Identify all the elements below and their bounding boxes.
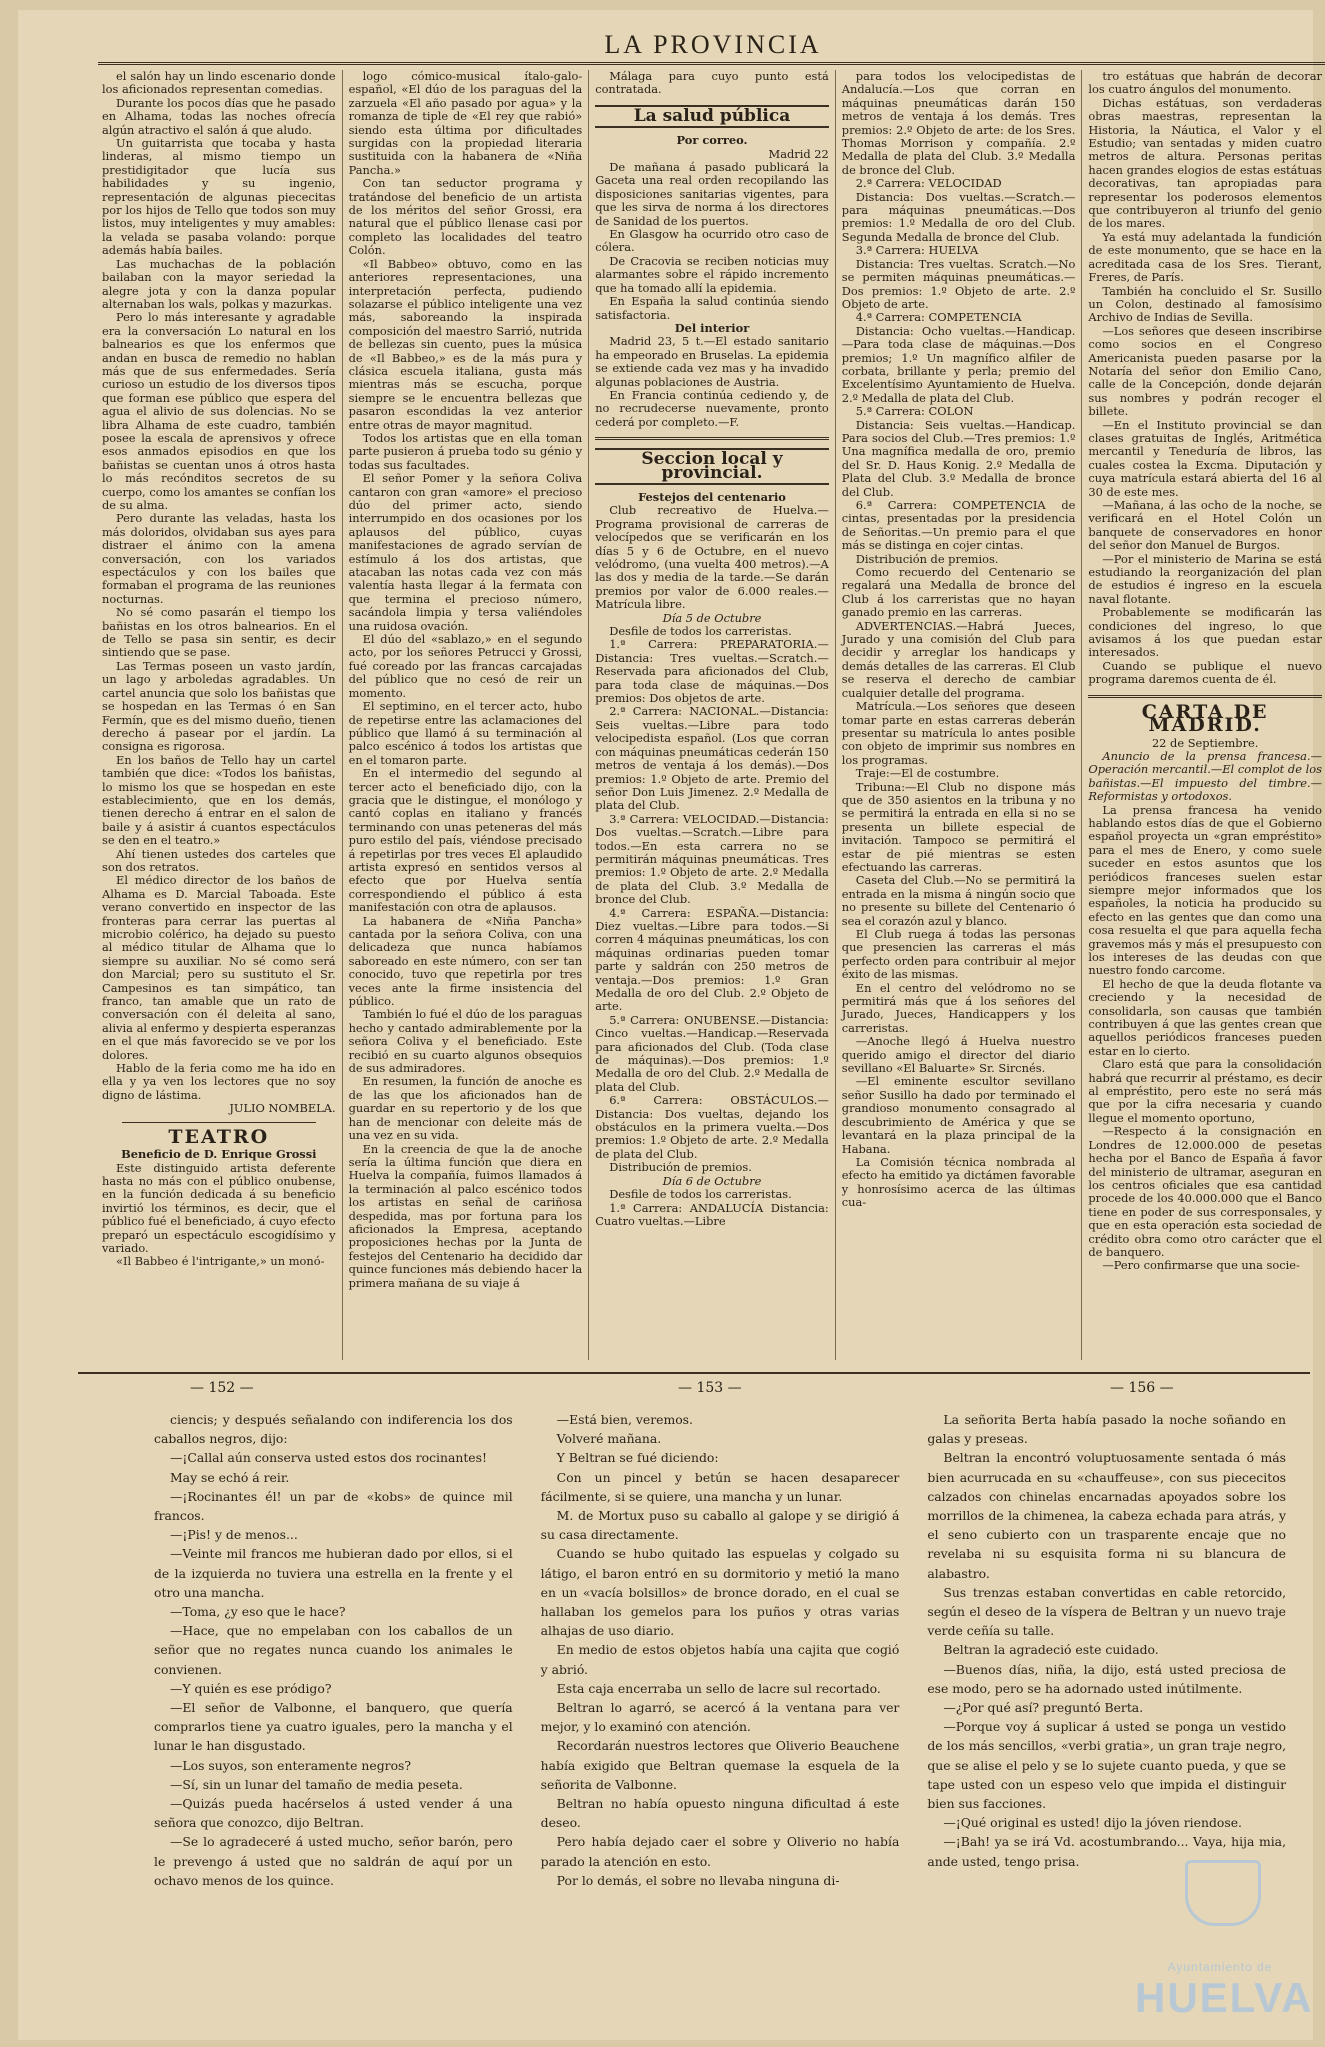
article-paragraph: 1.ª Carrera: ANDALUCÍA Distancia: Cuatro vueltas.—Libre bbox=[595, 1200, 829, 1228]
feuilleton-paragraph: Esta caja encerraba un sello de lacre sul recortado. bbox=[556, 1680, 881, 1696]
feuilleton-paragraph: La señorita Berta había pasado la noche soñando en galas y preseas. bbox=[927, 1412, 1287, 1447]
feuilleton-paragraph: —Quizás pueda hacérselos á usted vender á una señora que conozco, dijo Beltran. bbox=[154, 1796, 513, 1831]
article-paragraph: El septimino, en el tercer acto, hubo de repetirse entre las aclamaciones del público que llamó á su terminación al palco escénico á todos los artistas que en el tomaron parte. bbox=[348, 699, 583, 767]
feuilleton-paragraph: —¡Qué original es usted! dijo la jóven riendose. bbox=[943, 1815, 1242, 1831]
article-paragraph: Tribuna:—El Club no dispone más que de 350 asientos en la tribuna y no se permitirá la entrada en ella si no se presenta un billete especial de invitación. Tampoco se permitirá el estar de pié mientras se esten efectuando las carreras. bbox=[841, 779, 1076, 874]
feuilleton-paragraph: —Buenos días, niña, la dijo, está usted preciosa de ese modo, pero se ha adornado usted inútilmente. bbox=[927, 1661, 1287, 1696]
article-paragraph: Las Termas poseen un vasto jardín, un lago y arboledas agradables. Un cartel anuncia que solo los bañistas que se hospedan en las Termas ó en San Fermín, que es del mismo dueño, tienen derecho á pasear por el jardín. La consigna es rigorosa. bbox=[102, 658, 336, 754]
byline: Por correo. bbox=[676, 133, 748, 148]
subheading: Del interior bbox=[674, 320, 750, 335]
article-paragraph: Caseta del Club.—No se permitirá la entrada en la misma á ningún socio que no presente su billete del Centenario ó sea el corazón azul y blanco. bbox=[841, 873, 1076, 928]
article-paragraph: Distribución de premios. bbox=[609, 1160, 752, 1175]
article-paragraph: Este distinguido artista deferente hasta no más con el público onubense, en la función dedicada á su beneficio invirtió los términos, es decir, que el público fué el beneficiado, á cuyo efecto preparó un espectáculo escogidísimo y variado. bbox=[102, 1160, 336, 1255]
feuilleton-paragraph: Recordarán nuestros lectores que Oliverio Beauchene había exigido que Beltran quemase la esquela de la señorita de Valbonne. bbox=[540, 1738, 900, 1792]
article-paragraph: —En el Instituto provincial se dan clases gratuitas de Inglés, Aritmética mercantil y Teneduría de libros, las cuales costea la Excma. Diputación y cuya matrícula estará abierta del 16 al 30 de este mes. bbox=[1088, 417, 1322, 499]
column-1 bbox=[96, 70, 343, 1360]
masthead bbox=[98, 24, 1325, 65]
watermark bbox=[1135, 1900, 1314, 2021]
article-paragraph: —Pero confirmarse que una socie- bbox=[1102, 1258, 1300, 1273]
feuilleton-paragraph: —Porque voy á suplicar á usted se ponga un vestido de los más sencillos, «verbi gratia», un gran traje negro, que se alise el pelo y se lo sujete cuanto pueda, y que se tape usted con un espeso velo que impida el distinguir bien sus facciones. bbox=[927, 1719, 1287, 1812]
article-paragraph: Distribución de premios. bbox=[855, 551, 999, 566]
article-paragraph: En Glasgow ha ocurrido otro caso de cólera. bbox=[595, 227, 829, 255]
article-paragraph: Durante los pocos días que he pasado en Alhama, todas las noches ofrecía algún atractivo el salón á que aludo. bbox=[102, 95, 336, 137]
section-heading-carta: CARTA DE MADRID. bbox=[1141, 700, 1269, 737]
article-paragraph: —Respecto á la consignación en Londres de 12.000.000 de pesetas hecha por el Banco de España á favor del ministerio de ultramar, aseguran en los centros oficiales que esa cantidad procede de los 40.000.000 que el Banco tiene en poder de sus corresponsales, y que en esta operación esta sociedad de crédito obra como otro carácter que el de banquero. bbox=[1088, 1124, 1322, 1259]
article-paragraph: Pero lo más interesante y agradable era la conversación Lo natural en los balnearios es que los enfermos que andan en busca de remedio no hablan más que de sus enfermedades. Sería curioso un estudio de los diversos tipos que forman ese público que espera del agua el alivio de sus dolencias. No se libra Alhama de este cuadro, también posee la escala de aprensivos y ofrece esos anmados episodios en que los bañistas se cuentan unos á otros hasta lo más recónditos secretos de su cuerpo, como los amantes se confían los de su alma. bbox=[102, 310, 336, 512]
article-paragraph: Todos los artistas que en ella toman parte pusieron á prueba todo su génio y todas sus facultades. bbox=[348, 430, 583, 472]
article-paragraph: Distancia: Seis vueltas.—Handicap. Para socios del Club.—Tres premios: 1.º Una magnífica medalla de oro, premio del Sr. D. Haus Konig. 2.º Medalla de Plata del Club. 3.º Medalla de bronce del Club. bbox=[841, 417, 1076, 499]
article-paragraph: No sé como pasarán el tiempo los bañistas en los otros balnearios. En el de Tello se pasa sin sentir, es decir sintiendo que se pase. bbox=[102, 605, 336, 660]
watermark-line-2: HUELVA bbox=[1135, 1974, 1314, 2021]
article-paragraph: «Il Babbeo é l'intrigante,» un monó- bbox=[116, 1254, 325, 1269]
article-paragraph: para todos los velocipedistas de Andalucía.—Los que corran en máquinas pneumáticas darán 150 metros de ventaja á los demás. Tres premios: 2.º Objeto de arte: de los Sres. Thomas Morrison y compañía. 2.º Medalla de plata del Club. 3.º Medalla de bronce del Club. bbox=[841, 70, 1076, 177]
feuilleton-paragraph: Cuando se hubo quitado las espuelas y colgado su látigo, el baron entró en su dormitorio y metió la mano en un «vacía bolsillos» de bronce dorado, en el cual se hallaban los gemelos para los puños y otras varias alhajas de uso diario. bbox=[540, 1546, 900, 1639]
feuilleton-paragraph: —Los suyos, son enteramente negros? bbox=[170, 1757, 412, 1773]
article-paragraph: Distancia: Tres vueltas. Scratch.—No se permiten máquinas pneumáticas.—Dos premios: 1.º Objeto de arte. 2.º Objeto de arte. bbox=[841, 256, 1076, 311]
feuilleton-paragraph: En medio de estos objetos había una cajita que cogió y abrió. bbox=[540, 1642, 900, 1677]
page-number-middle: — 153 — bbox=[678, 1380, 742, 1396]
feuilleton-paragraph: —¡Pis! y de menos... bbox=[170, 1527, 298, 1543]
feuilleton-paragraph: Sus trenzas estaban convertidas en cable retorcido, según el deseo de la víspera de Beltran y un nuevo traje verde ceñía su talle. bbox=[927, 1584, 1287, 1639]
article-paragraph: —Anoche llegó á Huelva nuestro querido amigo el director del diario sevillano «El Baluarte» Sr. Sircnés. bbox=[841, 1034, 1076, 1076]
article-paragraph: En la creencia de que la de anoche sería la última función que diera en Huelva la compañía, fuimos llamados á la terminación al palco escénico todos los artistas en señal de cariñosa despedida, mas por fortuna para los aficionados la Empresa, aceptando proposiciones hechas por la Junta de festejos del Centenario ha decidido dar quince funciones más debiendo hacer la primera mañana de su viaje á bbox=[348, 1141, 583, 1290]
column-2 bbox=[343, 70, 590, 1360]
article-paragraph: 3.ª Carrera: HUELVA bbox=[855, 243, 979, 258]
article-paragraph: Traje:—El de costumbre. bbox=[855, 766, 1000, 781]
dateline: Madrid 22 bbox=[768, 146, 829, 161]
article-paragraph: Cuando se publique el nuevo programa daremos cuenta de él. bbox=[1088, 658, 1322, 687]
article-paragraph: En Francia continúa cediendo y, de no recrudecerse nuevamente, pronto cederá por completo.—F. bbox=[595, 387, 829, 429]
article-paragraph: 4.ª Carrera: ESPAÑA.—Distancia: Diez vueltas.—Libre para todos.—Si corren 4 máquinas pneumáticas, los con máquinas ordinarias pueden tomar parte y saldrán con 250 metros de ventaja.—Dos premios: 1.º Gran Medalla de oro del Club. 2.º Objeto de arte. bbox=[595, 905, 829, 1014]
feuilleton-divider bbox=[78, 1372, 1310, 1374]
article-paragraph: La prensa francesa ha venido hablando estos días de que el Gobierno español proyecta un «gran empréstito» para el mes de Enero, y como suele suceder en estos asuntos que los periódicos franceses suelen estar siempre mejor informados que los españoles, la noticia ha producido su efecto en las gentes que dan como una cosa resuelta el que para aquella fecha gravemos más y más el presupuesto con los intereses de las deudas con que nuestro fondo carcome. bbox=[1088, 802, 1322, 978]
article-paragraph: Distancia: Dos vueltas.—Scratch.—para máquinas pneumáticas.—Dos premios: 1.º Medalla de oro del Club. Segunda Medalla de bronce del Club. bbox=[841, 189, 1076, 244]
feuilleton-paragraph: —Veinte mil francos me hubieran dado por ellos, si el de la izquierda no tuviera una estrella en la frente y el otro una mancha. bbox=[154, 1546, 513, 1600]
feuilleton-paragraph: —El señor de Valbonne, el banquero, que quería comprarlos tiene ya cuatro iguales, pero la mancha y el lunar le han disgustado. bbox=[154, 1700, 513, 1754]
article-paragraph: También ha concluido el Sr. Susillo un Colon, destinado al famosísimo Archivo de Indias de Sevilla. bbox=[1088, 283, 1322, 325]
article-paragraph: El Club ruega á todas las personas que presencien las carreras el más perfecto orden para contribuir al mejor éxito de las mismas. bbox=[841, 927, 1076, 982]
article-paragraph: Ahí tienen ustedes dos carteles que son dos retratos. bbox=[102, 846, 336, 874]
article-paragraph: También lo fué el dúo de los paraguas hecho y cantado admirablemente por la señora Coliva y el beneficiado. Este recibió en su cuarto algunos obsequios de sus admiradores. bbox=[348, 1007, 583, 1076]
section-heading-local: Seccion local y provincial. bbox=[595, 448, 829, 485]
feuilleton-paragraph: Y Beltran se fué diciendo: bbox=[556, 1450, 719, 1466]
article-paragraph: El médico director de los baños de Alhama es D. Marcial Taboada. Este verano convertido en inspector de las fronteras para cerrar las puertas al microbio colérico, ha dejado su puesto al médico titular de Alhama que lo siempre su auxiliar. No sé como será don Marcial; pero su sustituto el Sr. Campesinos es tan simpático, tan franco, tan amable que un rato de conversación con él deleita al sano, alivia al enfermo y despierta esperanzas en el que más favorecido se ve por los dolores. bbox=[102, 873, 336, 1062]
feuilleton-paragraph: Volveré mañana. bbox=[556, 1431, 662, 1447]
feuilleton-paragraph: ciencis; y después señalando con indiferencia los dos caballos negros, dijo: bbox=[154, 1412, 513, 1447]
summary: Anuncio de la prensa francesa.—Operación mercantil.—El complot de los bañistas.—El impuesto del timbre.—Reformistas y ortodoxos. bbox=[1088, 748, 1322, 804]
subheading: Festejos del centenario bbox=[638, 489, 786, 504]
feuilleton-paragraph: Beltran no había opuesto ninguna dificultad á este deseo. bbox=[540, 1796, 900, 1831]
page-number-left: — 152 — bbox=[190, 1380, 254, 1396]
article-paragraph: Desfile de todos los carreristas. bbox=[609, 1187, 792, 1202]
feuilleton-paragraph: M. de Mortux puso su caballo al galope y se dirigió á su casa directamente. bbox=[540, 1508, 900, 1543]
article-paragraph: «Il Babbeo» obtuvo, como en las anteriores representaciones, una interpretación perfecta, pudiendo solazarse el público inteligente una vez más, saboreando la inspirada composición del maestro Sarrió, nutrida de bellezas sin cuento, pues la música de «Il Babbeo,» es de la más pura y clásica escuela italiana, gusta más mientras más se escucha, porque siempre se le encuentra bellezas que pasaron escondidas la vez anterior entre otras de mayor magnitud. bbox=[348, 256, 583, 432]
article-paragraph: 2.ª Carrera: NACIONAL.—Distancia: Seis vueltas.—Libre para todo velocipedista español. (Los que corran con máquinas pneumáticas cederán 150 metros de ventaja á los demás).—Dos premios: 1.º Objeto de arte. Premio del señor Don Luis Jimenez. 2.º Medalla de plata del Club. bbox=[595, 704, 829, 813]
day-heading: Día 6 de Octubre bbox=[662, 1173, 762, 1188]
article-paragraph: De mañana á pasado publicará la Gaceta una real orden recopilando las disposiciones sanitarias vigentes, para que les sirva de norma á los directores de Sanidad de los puertos. bbox=[595, 160, 829, 228]
article-paragraph: Dichas estátuas, son verdaderas obras maestras, representan la Historia, la Náutica, el Valor y el Estudio; van sentadas y miden cuatro metros de altura. Personas peritas hacen grandes elogios de estas estátuas decorativas, tan apropiadas para representar los poderosos elementos que contribuyeron al triunfo del genio de los mares. bbox=[1088, 95, 1322, 231]
column-4 bbox=[836, 70, 1083, 1360]
feuilleton-paragraph: Beltran la encontró voluptuosamente sentada ó más bien acurrucada en su «chauffeuse», con sus piececitos calzados con chinelas encarnadas apoyados sobre los morrillos de la chimenea, la cabeza echada para atrás, y el seno cubierto con un trasparente encaje que no revelaba ni su esquisita forma ni su blancura de alabastro. bbox=[927, 1450, 1287, 1581]
rule-divider bbox=[1088, 695, 1322, 698]
feuilleton-middle-column bbox=[527, 1410, 914, 2030]
article-paragraph: Distancia: Ocho vueltas.—Handicap.—Para toda clase de máquinas.—Dos premios; 1.º Un magnífico alfiler de corbata, brillante y perla; premio del Excelentísimo Ayuntamiento de Huelva. 2.º Medalla de plata del Club. bbox=[841, 323, 1076, 405]
feuilleton-paragraph: —¡Rocinantes él! un par de «kobs» de quince mil francos. bbox=[154, 1488, 513, 1524]
subheading: Beneficio de D. Enrique Grossi bbox=[121, 1147, 317, 1162]
article-paragraph: 2.ª Carrera: VELOCIDAD bbox=[855, 176, 1002, 191]
feuilleton-paragraph: —Hace, que no empelaban con los caballos de un señor que no regates nunca cuando los animales le convienen. bbox=[154, 1623, 513, 1677]
feuilleton-paragraph: —¿Por qué así? preguntó Berta. bbox=[943, 1700, 1144, 1716]
article-paragraph: 1.ª Carrera: PREPARATORIA.—Distancia: Tres vueltas.—Scratch.—Reservada para aficionados del Club, para toda clase de máquinas.—Dos premios: Dos objetos de arte. bbox=[595, 637, 829, 706]
article-paragraph: Madrid 23, 5 t.—El estado sanitario ha empeorado en Bruselas. La epidemia se extiende cada vez mas y ha invadido algunas poblaciones de Austria. bbox=[595, 334, 829, 389]
article-paragraph: 5.ª Carrera: ONUBENSE.—Distancia: Cinco vueltas.—Handicap.—Reservada para aficionados del Club. (Toda clase de máquinas).—Dos premios: 1.º Medalla de oro del Club. 2.º Medalla de plata del Club. bbox=[595, 1012, 829, 1094]
article-paragraph: Matrícula.—Los señores que deseen tomar parte en estas carreras deberán presentar su matrícula lo antes posible con objeto de imprimir sus nombres en los programas. bbox=[841, 699, 1076, 767]
article-paragraph: Las muchachas de la población bailaban con la mayor seriedad la alegre jota y con la danza popular alternaban los wals, polkas y mazurkas. bbox=[102, 256, 336, 311]
article-paragraph: Probablemente se modificarán las condiciones del ingreso, lo que avisamos á los que puedan estar interesados. bbox=[1088, 605, 1322, 660]
feuilleton-paragraph: —¡Bah! ya se irá Vd. acostumbrando... Vaya, hija mia, ande usted, tengo prisa. bbox=[927, 1834, 1287, 1869]
section-heading-salud: La salud pública bbox=[595, 105, 829, 128]
article-paragraph: el salón hay un lindo escenario donde los aficionados representan comedias. bbox=[102, 70, 336, 97]
feuilleton-paragraph: Pero había dejado caer el sobre y Oliverio no había parado la atención en esto. bbox=[540, 1834, 900, 1869]
article-paragraph: Desfile de todos los carreristas. bbox=[609, 624, 792, 639]
article-paragraph: Un guitarrista que tocaba y hasta linderas, al mismo tiempo un prestidigitador que lucía sus habilidades y su ingenio, representación de algunas piececitas por los hijos de Tello que todos son muy listos, muy inteligentes y muy amables: la velada se pasaba volando: porque además había bailes. bbox=[102, 136, 336, 258]
article-paragraph: Como recuerdo del Centenario se regalará una Medalla de bronce del Club á los carreristas que no hayan ganado premio en las carreras. bbox=[841, 565, 1076, 620]
article-paragraph: En el centro del velódromo no se permitirá más que á los señores del Jurado, Jueces, Handicappers y los carreristas. bbox=[841, 980, 1076, 1035]
article-paragraph: De Cracovia se reciben noticias muy alarmantes sobre el rápido incremento que ha tomado allí la epidemia. bbox=[595, 253, 829, 295]
article-paragraph: El hecho de que la deuda flotante va creciendo y la necesidad de consolidarla, son causas que también contribuyen á que las gentes crean que aquellos periódicos franceses pueden estar en lo cierto. bbox=[1088, 976, 1322, 1058]
article-paragraph: El dúo del «sablazo,» en el segundo acto, por los señores Petrucci y Grossi, fué coreado por las francas carcajadas del público que no cesó de reir un momento. bbox=[348, 632, 583, 700]
section-heading-teatro: TEATRO bbox=[168, 1125, 270, 1148]
article-paragraph: El señor Pomer y la señora Coliva cantaron con gran «amore» el precioso dúo del primer acto, siendo interrumpido en dos ocasiones por los aplausos del público, cuyas manifestaciones de agrado servían de estímulo á los dos artistas, que atacaban las notas cada vez con más valentía hasta llegar á la fermata con que termina el precioso número, sacándola limpia y tersa valiéndoles una ruidosa ovación. bbox=[348, 471, 583, 633]
newspaper-title: LA PROVINCIA bbox=[604, 30, 822, 59]
article-paragraph: Club recreativo de Huelva.—Programa provisional de carreras de velocípedos que se verificarán en los días 5 y 6 de Octubre, en el nuevo velódromo, (una vuelta 400 metros).—A las dos y media de la tarde.—Se darán premios por valor de 6.000 reales.—Matrícula libre. bbox=[595, 503, 829, 612]
feuilleton-paragraph: May se echó á reir. bbox=[170, 1469, 290, 1485]
article-paragraph: La Comisión técnica nombrada al efecto ha emitido ya dictámen favorable y honrosísimo acerca de las últimas cua- bbox=[841, 1154, 1076, 1210]
feuilleton-section bbox=[140, 1410, 1300, 2030]
feuilleton-paragraph: Con un pincel y betún se hacen desaparecer fácilmente, si se quiere, una mancha y un lunar. bbox=[540, 1469, 900, 1504]
article-paragraph: Hablo de la feria como me ha ido en ella y ya ven los lectores que no soy digno de lástima. bbox=[102, 1061, 336, 1102]
feuilleton-paragraph: Por lo demás, el sobre no llevaba ninguna di- bbox=[556, 1872, 840, 1888]
column-5 bbox=[1082, 70, 1325, 1360]
article-paragraph: La habanera de «Niña Pancha» cantada por la señora Coliva, con una delicadeza que nunca habíamos saboreado en este número, con ser tan conocido, tuvo que repetirla por tres veces ante la firme insistencia del público. bbox=[348, 913, 583, 1009]
article-paragraph: 6.ª Carrera: OBSTÁCULOS.—Distancia: Dos vueltas, dejando los obstáculos en la primera vuelta.—Dos premios: 1.º Objeto de arte. 2.º Medalla de plata del Club. bbox=[595, 1093, 829, 1161]
article-paragraph: tro estátuas que habrán de decorar los cuatro ángulos del monumento. bbox=[1088, 70, 1322, 97]
feuilleton-paragraph: —Y quién es ese pródigo? bbox=[170, 1680, 332, 1696]
dateline: 22 de Septiembre. bbox=[1151, 735, 1259, 750]
author-signature: JULIO NOMBELA. bbox=[229, 1101, 336, 1116]
rule-divider bbox=[595, 437, 829, 440]
article-paragraph: —Mañana, á las ocho de la noche, se verificará en el Hotel Colón un banquete de conservadores en honor del señor don Manuel de Burgos. bbox=[1088, 498, 1322, 553]
day-heading: Día 5 de Octubre bbox=[662, 610, 762, 625]
article-paragraph: —Por el ministerio de Marina se está estudiando la reorganización del plan de estudios é ingreso en la escuela naval flotante. bbox=[1088, 551, 1322, 606]
article-paragraph: —El eminente escultor sevillano señor Susillo ha dado por terminado el grandioso monumento consagrado al descubrimiento de América y que se levantará en la plaza principal de la Habana. bbox=[841, 1074, 1076, 1156]
feuilleton-paragraph: —Está bien, veremos. bbox=[556, 1412, 693, 1427]
article-paragraph: 5.ª Carrera: COLON bbox=[855, 404, 974, 419]
article-paragraph: logo cómico-musical ítalo-galo-español, «El dúo de los paraguas del la zarzuela «El año pasado por agua» y la romanza de tiple de «El rey que rabió» siendo esta última por dificultades surgidas con la propiedad literaria sustituida con la habanera de «Niña Pancha.» bbox=[348, 70, 583, 177]
feuilleton-paragraph: —¡Callal aún conserva usted estos dos rocinantes! bbox=[170, 1450, 487, 1466]
article-paragraph: 3.ª Carrera: VELOCIDAD.—Distancia: Dos vueltas.—Scratch.—Libre para todos.—En esta carrera no se permitirán máquinas pneumáticas. Tres premios: 1.º Objeto de arte. 2.º Medalla de plata del Club. 3.º Medalla de bronce del Club. bbox=[595, 811, 829, 907]
column-3 bbox=[589, 70, 836, 1360]
article-paragraph: 6.ª Carrera: COMPETENCIA de cintas, presentadas por la presidencia de Señoritas.—Un premio para el que más se distinga en cojer cintas. bbox=[841, 498, 1076, 553]
article-paragraph: —Los señores que deseen inscribirse como socios en el Congreso Americanista pueden pasarse por la Notaría del señor don Emilio Cano, calle de la Concepción, donde dejarán sus nombres y podrán recoger el billete. bbox=[1088, 323, 1322, 419]
feuilleton-paragraph: Beltran la agradeció este cuidado. bbox=[943, 1642, 1159, 1658]
news-columns bbox=[96, 70, 1325, 1375]
watermark-line-1: Ayuntamiento de bbox=[1167, 1960, 1273, 1974]
feuilleton-paragraph: —Toma, ¿y eso que le hace? bbox=[170, 1604, 346, 1620]
article-paragraph: En los baños de Tello hay un cartel también que dice: «Todos los bañistas, lo mismo los que se hospedan en este establecimiento, que en los demás, tienen derecho á entrar en el salon de baile y á asistir á cuantos espectáculos se den en el teatro.» bbox=[102, 752, 336, 848]
feuilleton-paragraph: Beltran lo agarró, se acercó á la ventana para ver mejor, y lo examinó con atención. bbox=[540, 1700, 900, 1735]
article-paragraph: En el intermedio del segundo al tercer acto el beneficiado dijo, con la gracia que le distingue, el monólogo y cantó coplas en italiano y francés terminando con unas peteneras del más puro estilo del país, viéndose precisado á repetirlas por tres veces El aplaudido artista expresó en sentidos versos al efecto que por Huelva sentía correspondiendo el público á esta manifestación con otra de aplausos. bbox=[348, 766, 583, 915]
feuilleton-paragraph: —Se lo agradeceré á usted mucho, señor barón, pero le prevengo á usted que no saldrán de aquí por un ochavo menos de los quince. bbox=[154, 1834, 513, 1888]
article-paragraph: En España la salud continúa siendo satisfactoria. bbox=[595, 294, 829, 322]
feuilleton-left-column bbox=[140, 1410, 527, 2030]
rule-divider bbox=[122, 1122, 316, 1123]
feuilleton-paragraph: —Sí, sin un lunar del tamaño de media peseta. bbox=[170, 1776, 463, 1792]
article-paragraph: En resumen, la función de anoche es de las que los aficionados han de guardar en su repertorio y de los que han de mencionar con deleite más de una vez en su vida. bbox=[348, 1074, 583, 1143]
article-paragraph: Pero durante las veladas, hasta los más doloridos, olvidaban sus ayes para distraer el ánimo con la amena conversación, con los variados espectáculos y con los bailes que formaban el programa de las reuniones nocturnas. bbox=[102, 511, 336, 606]
article-paragraph: 4.ª Carrera: COMPETENCIA bbox=[855, 310, 1022, 325]
article-paragraph: ADVERTENCIAS.—Habrá Jueces, Jurado y una comisión del Club para decidir y arreglar los handicaps y demás detalles de las carreras. El Club se reserva el derecho de cambiar cualquier detalle del programa. bbox=[841, 618, 1076, 700]
article-paragraph: Ya está muy adelantada la fundición de este monumento, que se hace en la acreditada casa de los Sres. Tierant, Freres, de París. bbox=[1088, 229, 1322, 285]
article-paragraph: Málaga para cuyo punto está contratada. bbox=[595, 70, 829, 97]
page-number-right: — 156 — bbox=[1110, 1380, 1174, 1396]
article-paragraph: Claro está que para la consolidación habrá que recurrir al préstamo, es decir al empréstito, pero este no será más que por la cifra necesaria y cuando llegue el momento oportuno, bbox=[1088, 1057, 1322, 1125]
article-paragraph: Con tan seductor programa y tratándose del beneficio de un artista de los méritos del señor Grossi, era natural que el público llenase casi por completo las localidades del teatro Colón. bbox=[348, 176, 583, 258]
